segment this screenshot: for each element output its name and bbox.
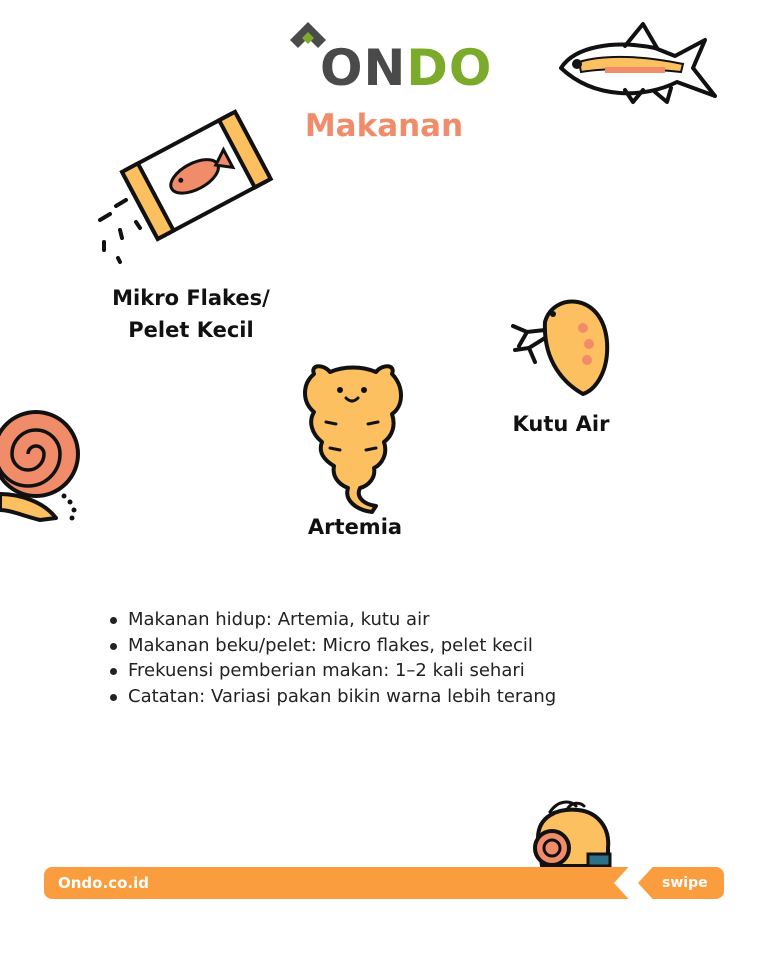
footer-site-link[interactable]: Ondo.co.id xyxy=(58,874,149,892)
artemia-label: Artemia xyxy=(307,515,403,539)
list-item: Makanan hidup: Artemia, kutu air xyxy=(108,607,668,633)
swipe-chevron-icon xyxy=(614,859,660,907)
snail-icon xyxy=(0,402,82,524)
list-item: Frekuensi pemberian makan: 1–2 kali sehari xyxy=(108,658,668,684)
kutu-air-label: Kutu Air xyxy=(512,412,610,436)
brand-logo xyxy=(288,20,493,100)
small-snail-icon xyxy=(528,798,614,870)
logo-wordmark xyxy=(320,40,492,96)
swipe-button[interactable]: swipe xyxy=(662,875,708,891)
list-item: Catatan: Variasi pakan bikin warna lebih terang xyxy=(108,684,668,710)
logo-do: DO xyxy=(406,39,493,97)
neon-fish-icon xyxy=(555,18,725,108)
info-list xyxy=(108,607,668,709)
flakes-label xyxy=(100,282,282,346)
list-item: Makanan beku/pelet: Micro flakes, pelet kecil xyxy=(108,633,668,659)
page-title: Makanan xyxy=(304,108,464,144)
fish-food-packet-icon xyxy=(90,110,280,270)
flakes-label-line1: Mikro Flakes/ xyxy=(112,286,270,310)
artemia-icon xyxy=(300,362,405,514)
flakes-label-line2: Pelet Kecil xyxy=(128,318,254,342)
logo-on: ON xyxy=(320,39,407,97)
daphnia-icon xyxy=(505,292,615,402)
